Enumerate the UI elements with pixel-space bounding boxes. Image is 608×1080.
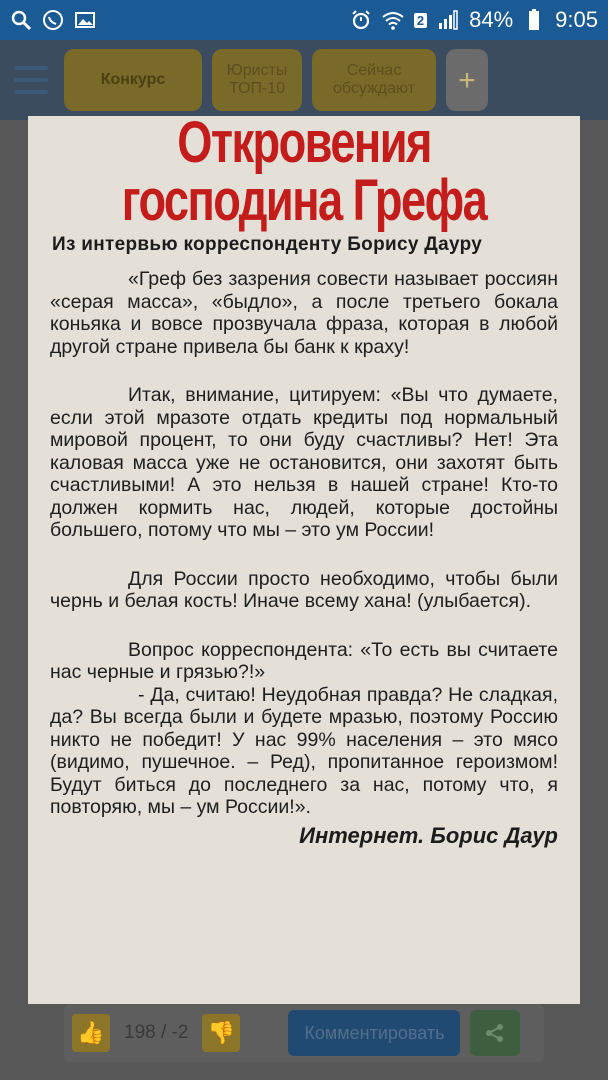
search-icon	[10, 9, 32, 31]
article-paragraph: Вопрос корреспондента: «То есть вы считаете нас черные и грязью?!»	[50, 638, 558, 683]
tab-contest[interactable]: Конкурс	[64, 49, 202, 111]
battery-percent: 84%	[469, 7, 514, 32]
wifi-icon	[382, 9, 404, 31]
clock-time: 9:05	[555, 7, 598, 32]
subheadline: Из интервью корреспонденту Борису Дауру	[52, 234, 483, 255]
alarm-icon	[350, 9, 372, 31]
battery-icon	[523, 9, 545, 31]
share-icon[interactable]	[470, 1010, 520, 1056]
signal-icon	[437, 9, 459, 31]
whatsapp-icon	[42, 9, 64, 31]
headline-line-2: господина Грефа	[121, 168, 487, 233]
comment-button[interactable]: Комментировать	[288, 1010, 460, 1056]
article-paragraph: Для России просто необходимо, чтобы были чернь и белая кость! Иначе всему хана! (улыбается).	[50, 567, 558, 612]
article-paragraph: «Греф без зазрения совести называет россиян «серая масса», «быдло», а после третьего бокала коньяка и вовсе прозвучала фраза, которая в любой другой стране привела бы банк к краху!	[50, 268, 558, 358]
status-bar	[0, 0, 608, 40]
thumbs-down-icon[interactable]: 👎	[202, 1014, 240, 1052]
sim-badge: 2	[414, 13, 427, 28]
tab-top-lawyers[interactable]: Юристы ТОП-10	[212, 49, 302, 111]
article-paragraph: Итак, внимание, цитируем: «Вы что думаете, если этой мразоте отдать кредиты под нормальный мировой процент, то они буду счастливы? Нет! Эта каловая масса уже не остановится, они захотят быть счастливыми! А это нельзя в нашей стране! Кто-то должен кормить нас, людей, которые достойны большего, потому что мы – это ум России!	[50, 384, 558, 541]
article-signature: Интернет. Борис Даур	[299, 822, 558, 848]
headline-line-1: Откровения	[177, 116, 431, 175]
bottom-action-bar	[64, 1004, 544, 1062]
thumbs-up-icon[interactable]: 👍	[72, 1014, 110, 1052]
app-bar	[0, 40, 608, 120]
vote-score: 198 / -2	[124, 1022, 189, 1043]
vote-group	[72, 1010, 240, 1056]
menu-icon[interactable]	[8, 57, 54, 103]
add-tab-button[interactable]: +	[446, 49, 488, 111]
article-image[interactable]	[28, 116, 580, 1004]
article-paragraph: - Да, считаю! Неудобная правда? Не сладкая, да? Вы всегда были и будете мразью, поэтому Россию никто не победит! У нас 99% населения – это мясо (видимо, пушечное. – Ред), пропитанное героизмом! Будут биться до последнего за нас, потому что, я повторяю, мы – ум России!».	[50, 683, 558, 818]
image-icon	[74, 9, 96, 31]
tab-discussed-now[interactable]: Сейчас обсуждают	[312, 49, 436, 111]
